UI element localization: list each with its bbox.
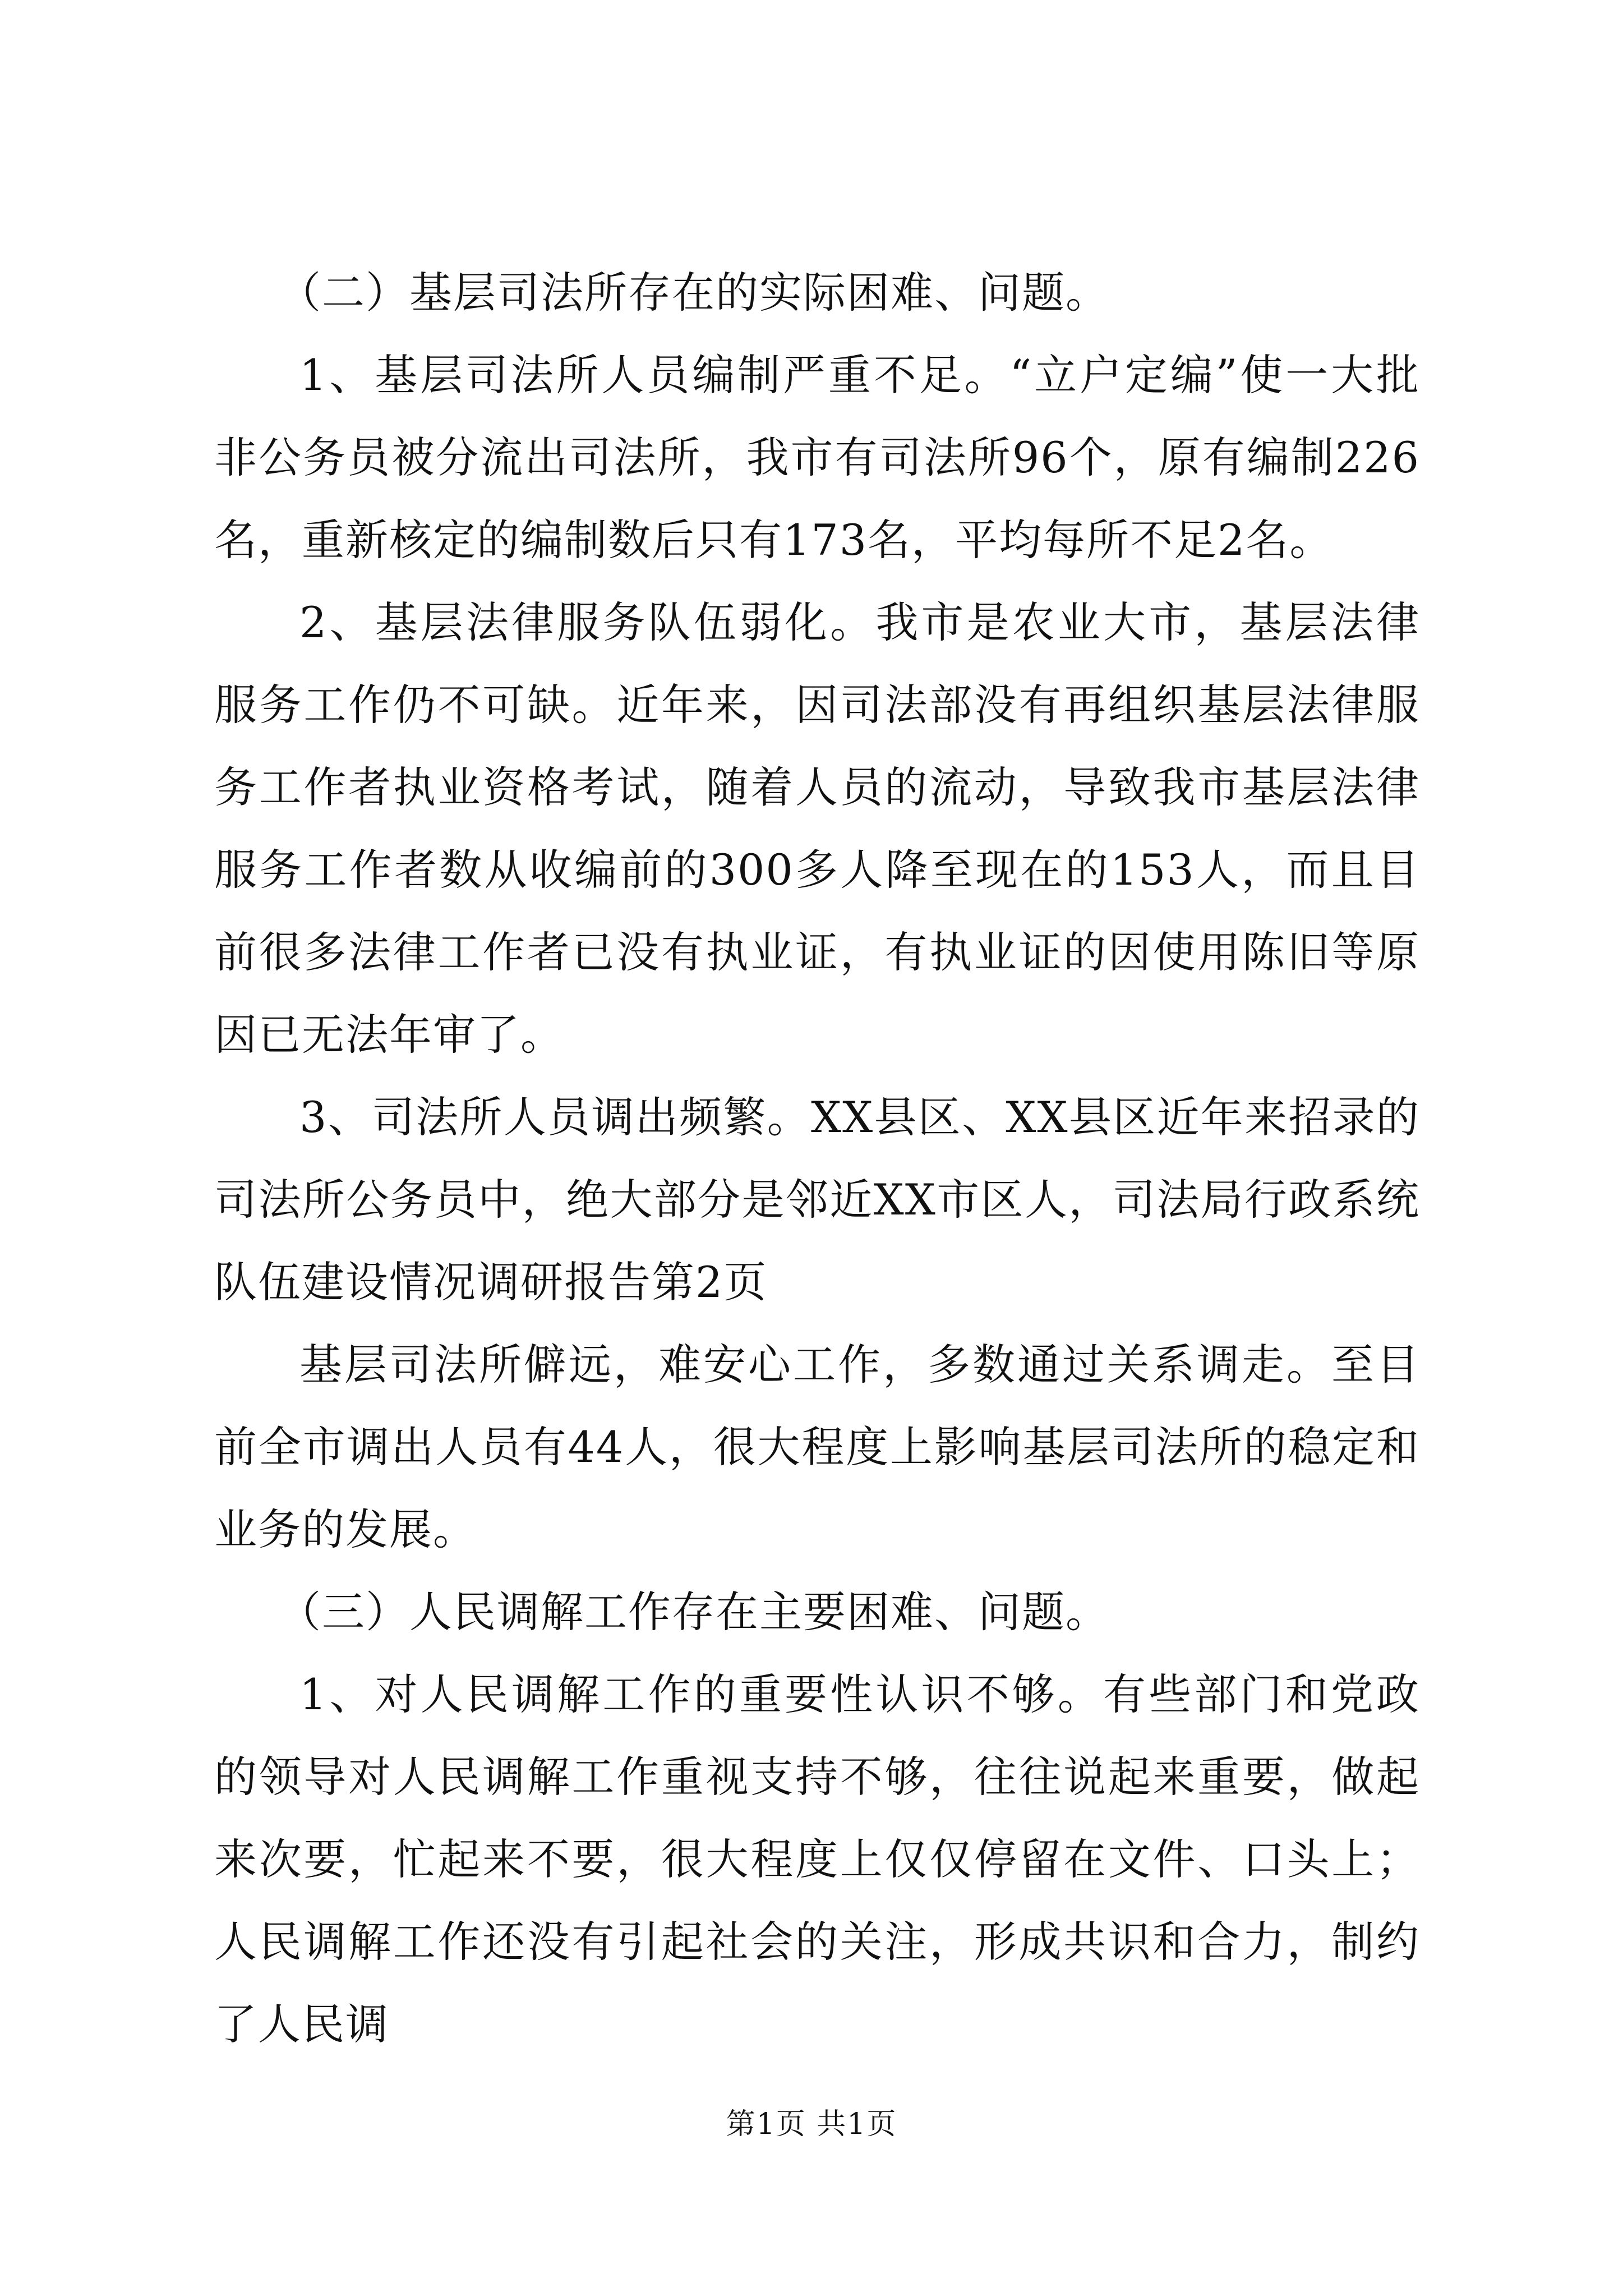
paragraph: 基层司法所僻远，难安心工作，多数通过关系调走。至目前全市调出人员有44人，很大程度上影响基层司法所的稳定和业务的发展。: [214, 1340, 1420, 1554]
document-body: [214, 251, 1420, 2065]
page-footer: 第1页 共1页: [726, 2108, 897, 2141]
paragraph: 1、基层司法所人员编制严重不足。“立户定编”使一大批非公务员被分流出司法所，我市有司法所96个，原有编制226名，重新核定的编制数后只有173名，平均每所不足2名。: [214, 350, 1420, 565]
section-heading-2: （二）基层司法所存在的实际困难、问题。: [278, 268, 1109, 318]
paragraph: 1、对人民调解工作的重要性认识不够。有些部门和党政的领导对人民调解工作重视支持不够，往往说起来重要，做起来次要，忙起来不要，很大程度上仅仅停留在文件、口头上；人民调解工作还没有引起社会的关注，形成共识和合力，制约了人民调: [214, 1669, 1420, 2049]
section-heading-3: （三）人民调解工作存在主要困难、问题。: [278, 1587, 1109, 1637]
paragraph: 3、司法所人员调出频繁。XX县区、XX县区近年来招录的司法所公务员中，绝大部分是邻近XX市区人，司法局行政系统队伍建设情况调研报告第2页: [214, 1092, 1420, 1307]
paragraph: 2、基层法律服务队伍弱化。我市是农业大市，基层法律服务工作仍不可缺。近年来，因司法部没有再组织基层法律服务工作者执业资格考试，随着人员的流动，导致我市基层法律服务工作者数从收编前的300多人降至现在的153人，而且目前很多法律工作者已没有执业证，有执业证的因使用陈旧等原因已无法年审了。: [214, 597, 1420, 1060]
